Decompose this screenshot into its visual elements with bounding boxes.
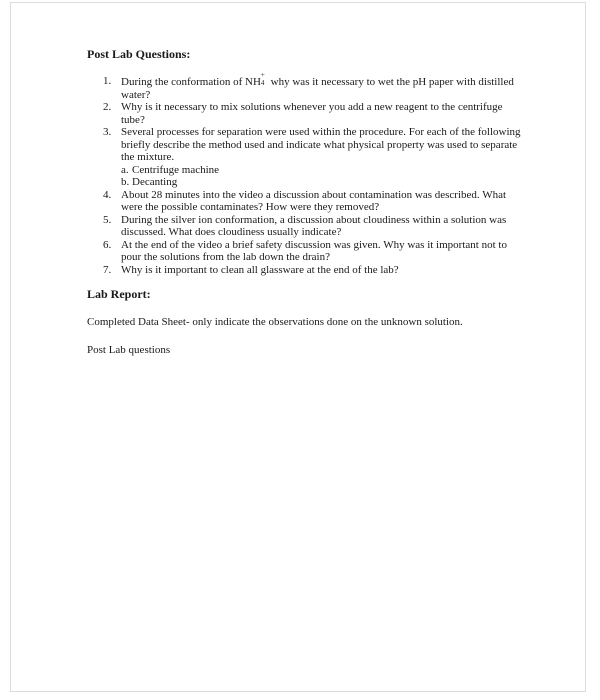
question-number: 3. bbox=[103, 126, 112, 138]
post-lab-heading: Post Lab Questions: bbox=[87, 47, 191, 61]
sub-item-text: Decanting bbox=[132, 176, 178, 188]
question-4 bbox=[87, 189, 527, 214]
completed-data-sheet-text: Completed Data Sheet- only indicate the observations done on the unknown solution. bbox=[87, 316, 463, 328]
lab-report-heading: Lab Report: bbox=[87, 287, 151, 301]
sub-item-text: Centrifuge machine bbox=[132, 163, 220, 176]
sub-item-mark: b. bbox=[121, 176, 130, 188]
question-text: Why is it necessary to mix solutions whenever you add a new reagent to the centrifuge tube? bbox=[121, 101, 503, 126]
document-page bbox=[10, 2, 586, 692]
question-number: 1. bbox=[103, 75, 112, 87]
document-content bbox=[87, 47, 527, 357]
question-number: 5. bbox=[103, 213, 112, 226]
question-text: Several processes for separation were used within the procedure. For each of the following briefly describe the method used and indicate what physical property was used to separate the mixture. bbox=[121, 126, 521, 163]
question-number: 6. bbox=[103, 238, 112, 251]
question-2 bbox=[87, 101, 527, 126]
question-number: 2. bbox=[103, 101, 112, 113]
question-number: 4. bbox=[103, 188, 112, 201]
question-5 bbox=[87, 214, 527, 239]
sub-item-mark: a. bbox=[121, 163, 129, 176]
question-1 bbox=[87, 71, 527, 101]
question-3 bbox=[87, 126, 527, 189]
question-text: During the silver ion conformation, a discussion about cloudiness within a solution was discussed. What does cloudiness usually indicate? bbox=[121, 213, 507, 238]
question-text: Why is it important to clean all glassware at the end of the lab? bbox=[121, 263, 399, 276]
question-text: About 28 minutes into the video a discussion about contamination was described. What were the possible contaminates? How were they removed? bbox=[121, 188, 507, 213]
question-text: At the end of the video a brief safety discussion was given. Why was it important not to pour the solutions from the lab down the drain? bbox=[121, 238, 507, 263]
question-number: 7. bbox=[103, 263, 112, 276]
question-list bbox=[87, 71, 527, 276]
post-lab-questions-text: Post Lab questions bbox=[87, 344, 171, 356]
question-text: During the conformation of NH + 4 why was it necessary to wet the pH paper with distilled water? bbox=[121, 71, 514, 101]
sub-item-b bbox=[121, 176, 527, 189]
question-6 bbox=[87, 239, 527, 264]
question-7 bbox=[87, 264, 527, 277]
sub-item-a bbox=[121, 164, 527, 177]
